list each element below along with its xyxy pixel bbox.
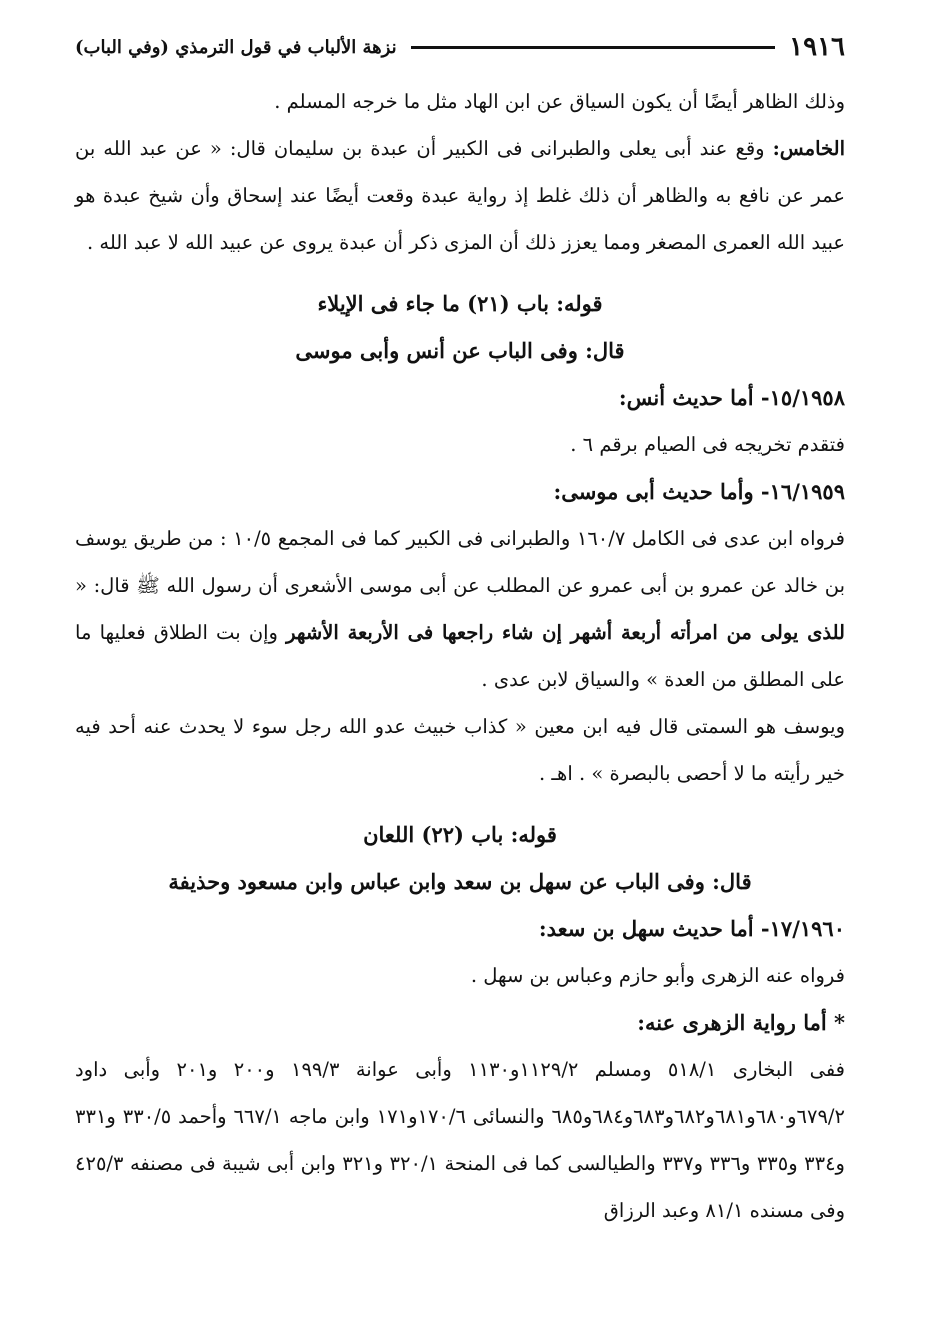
paragraph: وذلك الظاهر أيضًا أن يكون السياق عن ابن الهاد مثل ما خرجه المسلم . <box>274 90 845 113</box>
page-header <box>75 30 845 64</box>
paragraph: فرواه ابن عدى فى الكامل ١٦٠/٧ والطبرانى فى الكبير كما فى المجمع ١٠/٥ : من طريق يوسف بن خالد عن عمرو بن أبى عمرو عن المطلب عن أبى موسى الأشعرى أن رسول الله ﷺ قال: « للذى يولى من امرأته أربعة أشهر إن شاء راجعها فى الأربعة الأشهر وإن بت الطلاق فعليها ما على المطلق من العدة » والسياق لابن عدى . <box>75 527 845 691</box>
spacer <box>75 266 845 280</box>
paragraph: ففى البخارى ٥١٨/١ ومسلم ١١٢٩/٢و١١٣٠ وأبى عوانة ١٩٩/٣ و٢٠٠ و٢٠١ وأبى داود ٦٧٩/٢و٦٨٠و٦٨١و٦٨٢و٦٨٣و٦٨٤و٦٨٥ والنسائى ١٧٠/٦و١٧١ وابن ماجه ٦٦٧/١ وأحمد ٣٣٠/٥ و٣٣١ و٣٣٤ و٣٣٥ و٣٣٦ و٣٣٧ والطيالسى كما فى المنحة ٣٢٠/١ و٣٢١ وابن أبى شيبة فى مصنفه ٤٢٥/٣ وفى مسنده ٨١/١ وعبد الرزاق <box>75 1058 846 1222</box>
spacer <box>75 797 845 811</box>
hadith-item-heading: ١٧/١٩٦٠- أما حديث سهل بن سعد: <box>538 916 845 941</box>
paragraph: ويوسف هو السمتى قال فيه ابن معين « كذاب خبيث عدو الله رجل سوء لا يحدث عنه أحد فيه خير رأيته ما لا أحصى بالبصرة » . اهـ . <box>75 715 845 785</box>
hadith-item-heading: ١٦/١٩٥٩- وأما حديث أبى موسى: <box>553 479 845 504</box>
chapter-heading: قوله: باب (٢٢) اللعان <box>363 822 557 847</box>
section-heading: قال: وفى الباب عن سهل بن سعد وابن عباس وابن مسعود وحذيفة <box>168 869 752 894</box>
page-body <box>75 78 845 1234</box>
sub-heading: * أما رواية الزهرى عنه: <box>637 1010 845 1035</box>
paragraph: فرواه عنه الزهرى وأبو حازم وعباس بن سهل . <box>470 964 845 987</box>
running-title: نزهة الألباب في قول الترمذي (وفي الباب) <box>75 36 397 58</box>
lead-term: الخامس: <box>772 137 845 160</box>
section-heading: قال: وفى الباب عن أنس وأبى موسى <box>295 338 625 363</box>
chapter-heading: قوله: باب (٢١) ما جاء فى الإيلاء <box>317 291 603 316</box>
hadith-text: للذى يولى من امرأته أربعة أشهر إن شاء راجعها فى الأربعة الأشهر <box>286 621 845 644</box>
paragraph: الخامس: وقع عند أبى يعلى والطبرانى فى الكبير أن عبدة بن سليمان قال: « عن عبد الله بن عمر عن نافع به والظاهر أن ذلك غلط إذ رواية عبدة وقعت أيضًا عند إسحاق وأن شيخ عبدة هو عبيد الله العمرى المصغر ومما يعزز ذلك أن المزى ذكر أن عبدة يروى عن عبيد الله لا عبد الله . <box>75 137 845 254</box>
header-rule <box>411 46 776 49</box>
hadith-item-heading: ١٥/١٩٥٨- أما حديث أنس: <box>618 385 845 410</box>
paragraph: فتقدم تخريجه فى الصيام برقم ٦ . <box>570 433 845 456</box>
page-number: ١٩١٦ <box>789 32 845 62</box>
